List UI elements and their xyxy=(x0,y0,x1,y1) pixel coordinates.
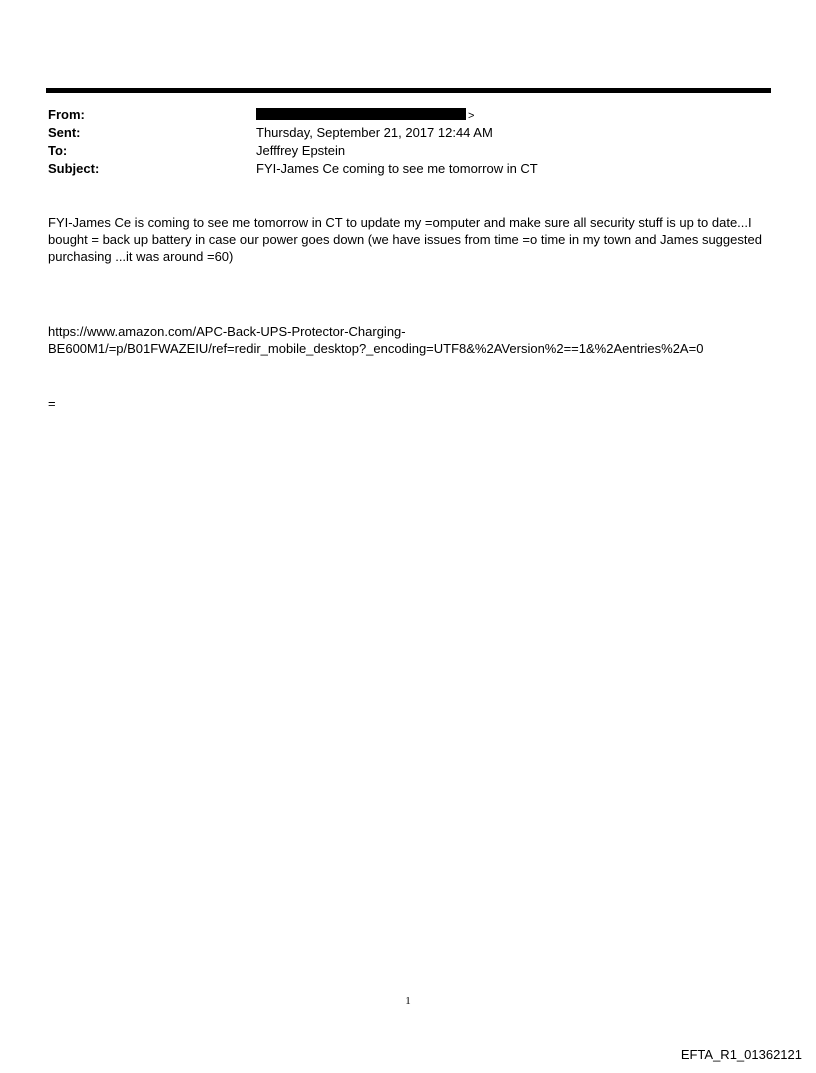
from-suffix: > xyxy=(468,110,475,122)
to-row xyxy=(48,142,768,160)
sent-row xyxy=(48,124,768,142)
sent-label: Sent: xyxy=(48,125,81,140)
from-row xyxy=(48,106,768,124)
subject-row xyxy=(48,160,768,178)
redaction-block xyxy=(256,108,466,120)
page-number: 1 xyxy=(405,995,411,1007)
email-body-paragraph: FYI-James Ce is coming to see me tomorrow in CT to update my =omputer and make sure all security stuff is up to date...I bought = back up battery in case our power goes down (we have issues from time =o time in my town and James suggested purchasing ...it was around =60) xyxy=(48,215,762,264)
subject-label: Subject: xyxy=(48,161,100,176)
to-label: To: xyxy=(48,143,68,158)
bates-number: EFTA_R1_01362121 xyxy=(680,1047,802,1062)
url-line-2: BE600M1/=p/B01FWAZEIU/ref=redir_mobile_desktop?_encoding=UTF8&%2AVersion%2==1&%2Aentries%2A=0 xyxy=(48,341,704,356)
sent-value: Thursday, September 21, 2017 12:44 AM xyxy=(256,125,493,140)
to-value: Jefffrey Epstein xyxy=(256,143,346,158)
from-label: From: xyxy=(48,107,85,122)
email-link[interactable] xyxy=(48,323,788,357)
email-header xyxy=(48,106,768,178)
url-line-1: https://www.amazon.com/APC-Back-UPS-Protector-Charging- xyxy=(48,324,406,339)
from-value xyxy=(256,106,474,125)
trailing-character: = xyxy=(48,396,56,411)
header-divider xyxy=(46,88,771,93)
subject-value: FYI-James Ce coming to see me tomorrow in CT xyxy=(256,161,538,176)
